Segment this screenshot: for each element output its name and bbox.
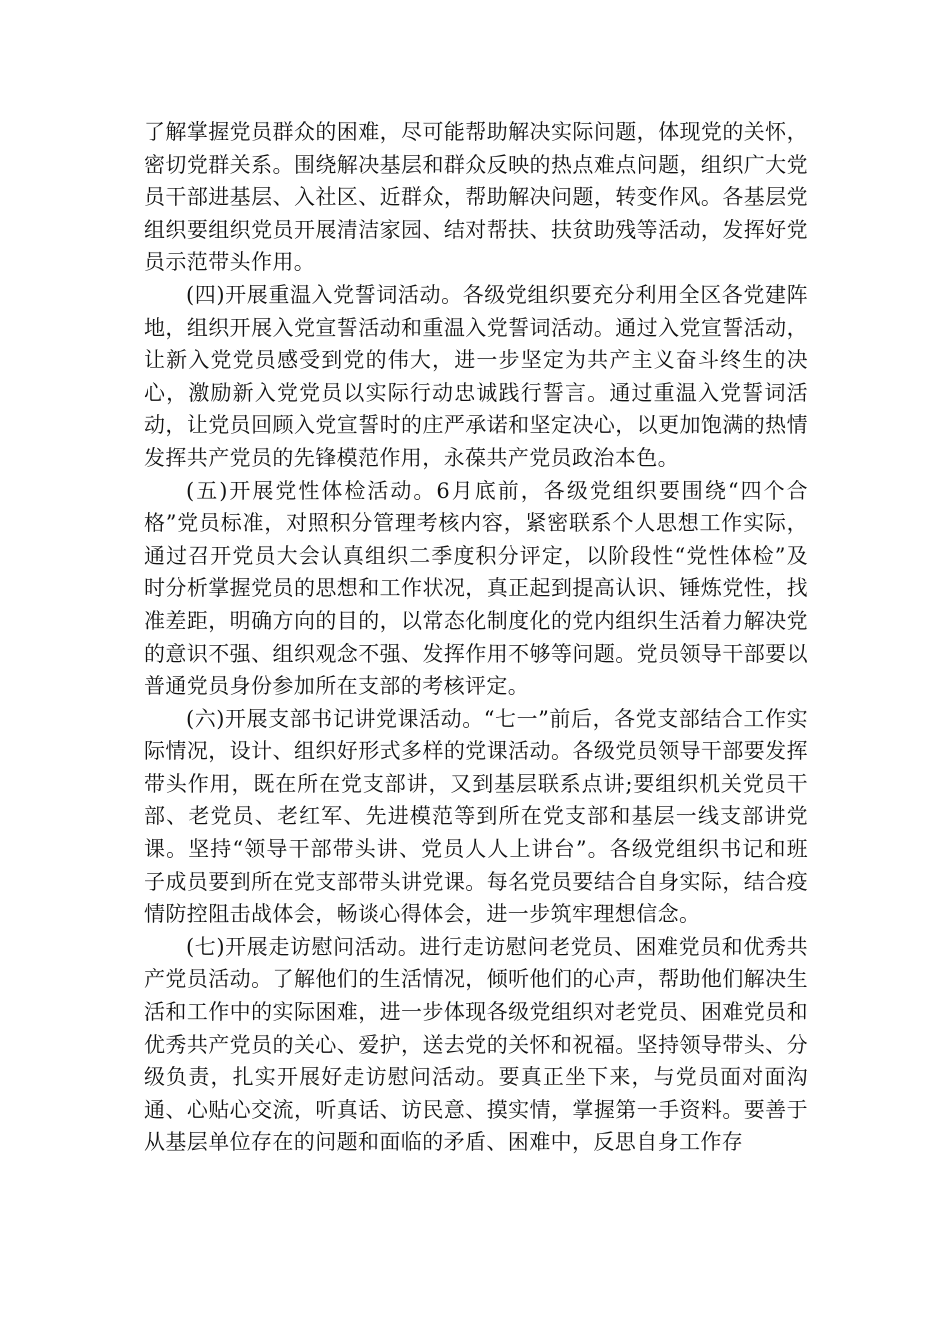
paragraph-continuation: 了解掌握党员群众的困难，尽可能帮助解决实际问题，体现党的关怀，密切党群关系。围绕解决基层和群众反映的热点难点问题，组织广大党员干部进基层、入社区、近群众，帮助解决问题，转变作风。各基层党组织要组织党员开展清洁家园、结对帮扶、扶贫助残等活动，发挥好党员示范带头作用。 [144,120,808,275]
paragraph-section-4: (四)开展重温入党誓词活动。各级党组织要充分利用全区各党建阵地，组织开展入党宣誓活动和重温入党誓词活动。通过入党宣誓活动，让新入党党员感受到党的伟大，进一步坚定为共产主义奋斗终生的决心，激励新入党党员以实际行动忠诚践行誓言。通过重温入党誓词活动，让党员回顾入党宣誓时的庄严承诺和坚定决心，以更加饱满的热情发挥共产党员的先锋模范作用，永葆共产党员政治本色。 [144,282,808,470]
paragraph-section-5: (五)开展党性体检活动。6月底前，各级党组织要围绕“四个合格”党员标准，对照积分管理考核内容，紧密联系个人思想工作实际，通过召开党员大会认真组织二季度积分评定，以阶段性“党性体检”及时分析掌握党员的思想和工作状况，真正起到提高认识、锤炼党性，找准差距，明确方向的目的，以常态化制度化的党内组织生活着力解决党的意识不强、组织观念不强、发挥作用不够等问题。党员领导干部要以普通党员身份参加所在支部的考核评定。 [144,478,808,699]
paragraph-section-7: (七)开展走访慰问活动。进行走访慰问老党员、困难党员和优秀共产党员活动。了解他们的生活情况，倾听他们的心声，帮助他们解决生活和工作中的实际困难，进一步体现各级党组织对老党员、困难党员和优秀共产党员的关心、爱护，送去党的关怀和祝福。坚持领导带头、分级负责，扎实开展好走访慰问活动。要真正坐下来，与党员面对面沟通、心贴心交流，听真话、访民意、摸实情，掌握第一手资料。要善于从基层单位存在的问题和面临的矛盾、困难中，反思自身工作存 [144,934,808,1155]
document-body [144,116,808,1159]
paragraph-section-6: (六)开展支部书记讲党课活动。“七一”前后，各党支部结合工作实际情况，设计、组织好形式多样的党课活动。各级党员领导干部要发挥带头作用，既在所在党支部讲，又到基层联系点讲;要组织机关党员干部、老党员、老红军、先进模范等到所在党支部和基层一线支部讲党课。坚持“领导干部带头讲、党员人人上讲台”。各级党组织书记和班子成员要到所在党支部带头讲党课。每名党员要结合自身实际，结合疫情防控阻击战体会，畅谈心得体会，进一步筑牢理想信念。 [144,706,808,927]
